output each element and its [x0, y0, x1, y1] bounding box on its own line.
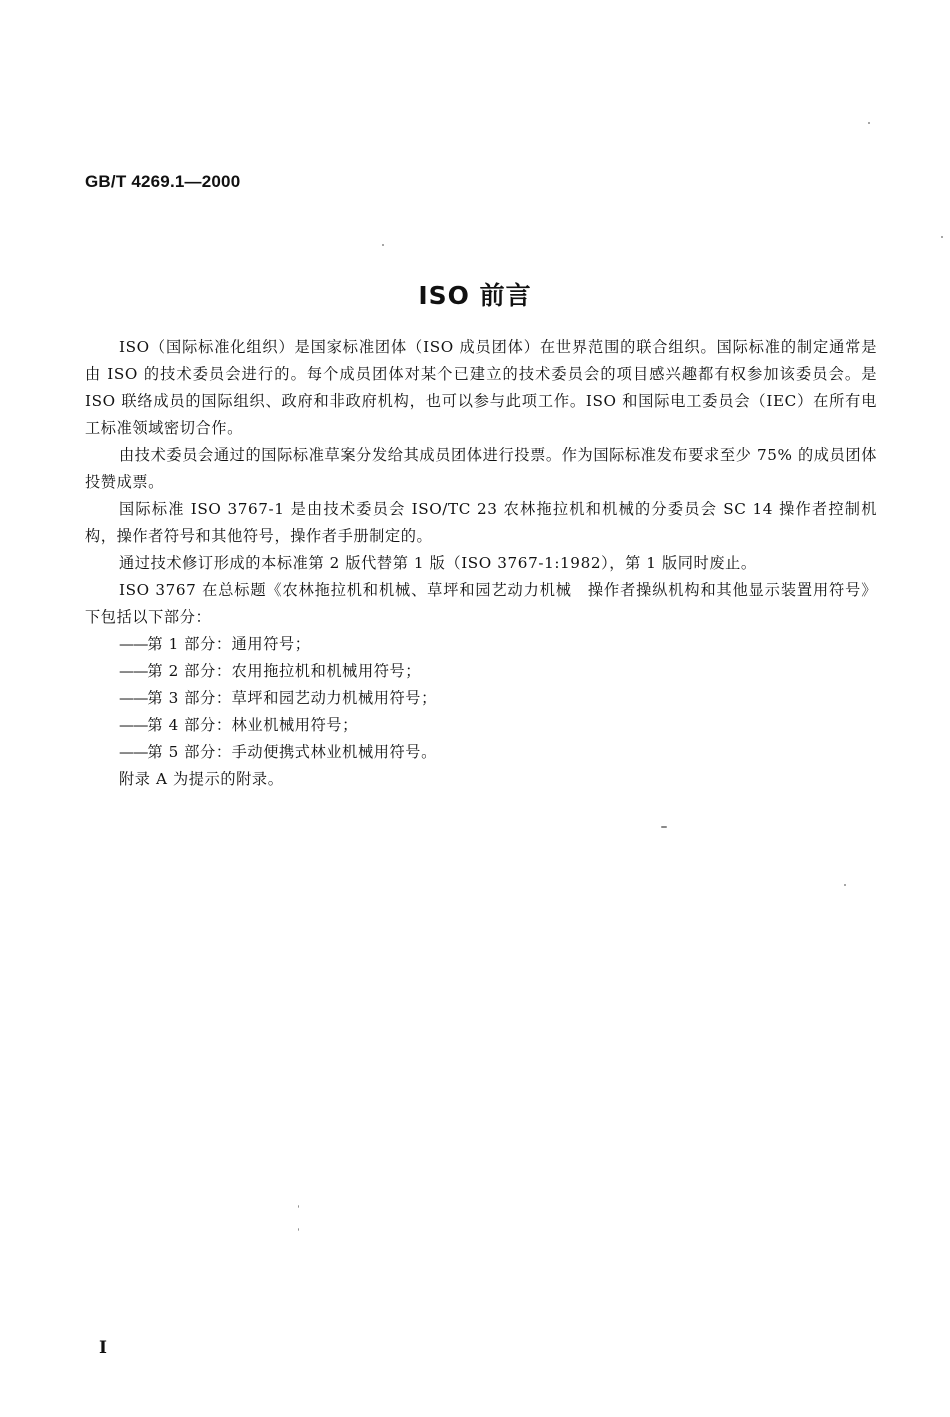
- paragraph-parts-intro: ISO 3767 在总标题《农林拖拉机和机械、草坪和园艺动力机械 操作者操纵机构和其他显示装置用符号》下包括以下部分：: [85, 581, 877, 626]
- standard-code: GB/T 4269.1—2000: [85, 172, 241, 191]
- scan-speck: [941, 236, 943, 238]
- scan-speck: [844, 884, 846, 886]
- part-label: 第 4 部分：林业机械用符号；: [147, 716, 358, 734]
- list-item: [85, 658, 877, 685]
- scan-speck: [661, 826, 667, 828]
- part-label: 第 5 部分：手动便携式林业机械用符号。: [147, 743, 437, 761]
- part-label: 第 1 部分：通用符号；: [147, 635, 311, 653]
- paragraph-prepared-by: 国际标准 ISO 3767-1 是由技术委员会 ISO/TC 23 农林拖拉机和机械的分委员会 SC 14 操作者控制机构，操作者符号和其他符号，操作者手册制定的。: [85, 500, 877, 545]
- part-label: 第 3 部分：草坪和园艺动力机械用符号；: [147, 689, 437, 707]
- page-title: ISO 前言: [418, 281, 532, 310]
- scan-speck: [298, 1205, 299, 1208]
- paragraph-revision: 通过技术修订形成的本标准第 2 版代替第 1 版（ISO 3767-1:1982），第 1 版同时废止。: [119, 554, 757, 572]
- page-number: I: [99, 1338, 107, 1358]
- paragraph-iso-intro: ISO（国际标准化组织）是国家标准团体（ISO 成员团体）在世界范围的联合组织。国际标准的制定通常是由 ISO 的技术委员会进行的。每个成员团体对某个已建立的技术委员会的项目感兴趣都有权参加该委员会。是 ISO 联络成员的国际组织、政府和非政府机构，也可以参与此项工作。ISO 和国际电工委员会（IEC）在所有电工标准领域密切合作。: [85, 338, 877, 437]
- list-item: [85, 685, 877, 712]
- annex-note: 附录 A 为提示的附录。: [119, 770, 284, 788]
- paragraph-voting: 由技术委员会通过的国际标准草案分发给其成员团体进行投票。作为国际标准发布要求至少 75% 的成员团体投赞成票。: [85, 446, 877, 491]
- list-item: [85, 631, 877, 658]
- dash-marker: ——: [119, 689, 148, 707]
- dash-marker: ——: [119, 716, 148, 734]
- scan-speck: [298, 1228, 299, 1231]
- part-label: 第 2 部分：农用拖拉机和机械用符号；: [147, 662, 422, 680]
- list-item: [85, 739, 877, 766]
- parts-list: [85, 631, 877, 766]
- dash-marker: ——: [119, 662, 148, 680]
- scan-speck: [382, 244, 384, 246]
- list-item: [85, 712, 877, 739]
- dash-marker: ——: [119, 635, 148, 653]
- preface-body: [85, 334, 877, 793]
- scan-speck: [868, 122, 870, 124]
- dash-marker: ——: [119, 743, 148, 761]
